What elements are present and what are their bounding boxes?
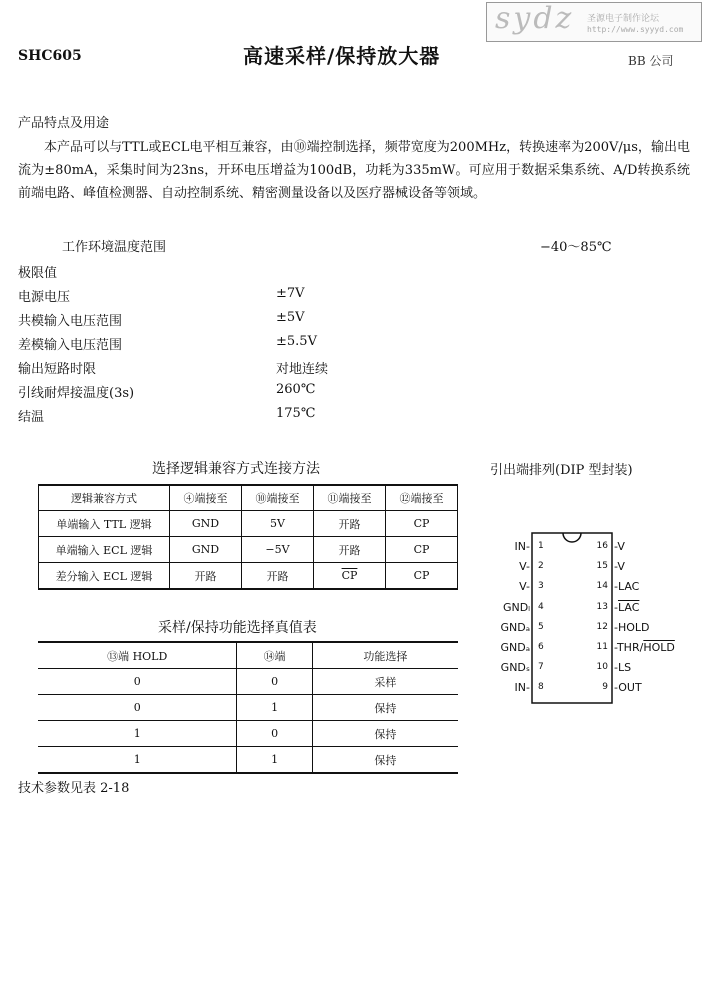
right-pin-number: 16 [596,541,608,551]
watermark-site: 圣源电子制作论坛 [587,14,660,24]
limit-label: 引线耐焊接温度(3s) [18,386,135,401]
logic-table-cell: 开路 [314,537,386,563]
temp-value: −40～85℃ [540,240,612,255]
right-pin-name-text: -LS [614,661,632,675]
logic-table-cell: 单端输入 TTL 逻辑 [39,511,170,537]
features-heading: 产品特点及用途 [18,116,110,131]
logic-table-row [39,563,458,590]
left-pin-name: V- [519,580,530,594]
footer-note: 技术参数见表 2-18 [18,781,130,796]
truth-table-row [38,695,458,721]
truth-table-cell: 0 [38,695,237,721]
limits-heading: 极限值 [18,266,58,281]
right-pin-name [614,641,675,654]
left-pin-number: 8 [538,682,544,693]
right-pin-name [614,661,631,674]
right-pin-name-text: -LAC [614,580,640,594]
right-pin-name [614,560,625,573]
left-pin-number: 7 [538,662,544,673]
left-pin-number: 6 [538,642,544,652]
truth-table-cell: 保持 [312,747,458,774]
pinout-title: 引出端排列(DIP 型封装) [490,463,633,478]
left-pin-name: IN- [514,540,530,553]
truth-table-header-cell: ⑭端 [237,642,312,669]
logic-table-header-row [39,485,458,511]
left-pin-name: GNDₗ [502,600,530,614]
logic-table-header-cell: 逻辑兼容方式 [39,485,170,511]
truth-table-row [38,721,458,747]
logic-table-cell: CP [386,563,458,590]
limit-label: 差模输入电压范围 [18,338,123,353]
right-pin-number: 13 [596,601,608,612]
truth-table-cell: 保持 [312,695,458,721]
right-pin-name-overbar: HOLD [643,641,675,654]
left-pin-number: 3 [538,581,544,592]
limit-label: 输出短路时限 [18,362,97,377]
right-pin-name-overbar: $\overline{LAC}$ [617,600,640,614]
page-title: 高速采样/保持放大器 [243,44,441,68]
logic-table-cell: 5V [242,511,314,537]
left-pin-number: 5 [538,621,544,632]
truth-table-cell: 采样 [312,669,458,695]
limit-value: 对地连续 [276,362,329,377]
logic-table-cell: −5V [242,537,314,563]
truth-table-cell: 保持 [312,721,458,747]
features-text: 本产品可以与TTL或ECL电平相互兼容，由⑩端控制选择，频带宽度为200MHz，转换速率为200V/μs，输出电流为±80mA，采集时间为23ns，开环电压增益为100dB，功耗为335mW。可应用于数据采集系统、A/D转换系统前端电路、峰值检测器、自动控制系统、精密测量设备以及医疗器械设备等领域。 [18,140,690,201]
logic-table-cell: GND [170,511,242,537]
logic-table-header-cell: ⑩端接至 [242,485,314,511]
left-pin-name: GNDₐ [500,620,530,634]
right-pin-name-text: -HOLD [614,620,650,634]
logic-table-header-cell: ⑪端接至 [314,485,386,511]
watermark-script: sydz [495,1,575,36]
dip-notch [563,533,581,542]
right-pin-number: 12 [596,621,608,632]
left-pin-name: GNDₛ [500,661,530,675]
right-pin-number: 14 [596,581,608,592]
right-pin-name-text: -OUT [614,681,642,695]
limit-label: 结温 [18,410,45,425]
logic-table [38,484,458,590]
logic-table-row [39,511,458,537]
truth-table-row [38,747,458,774]
truth-table-cell: 0 [38,669,237,695]
truth-table-title: 采样/保持功能选择真值表 [158,620,317,636]
right-pin-number: 15 [596,561,608,572]
logic-table-cell: 单端输入 ECL 逻辑 [39,537,170,563]
logic-table-cell: CP [386,511,458,537]
logic-table-header-cell: ⑫端接至 [386,485,458,511]
logic-table-title: 选择逻辑兼容方式连接方法 [152,461,320,477]
right-pin-number: 9 [602,682,608,693]
limit-value: 175℃ [276,406,316,421]
logic-table-cell: 差分输入 ECL 逻辑 [39,563,170,590]
limit-value: 260℃ [276,382,316,397]
right-pin-name [614,621,650,634]
truth-table-header-cell: ⑬端 HOLD [38,642,237,669]
left-pin-number: 4 [538,601,544,612]
right-pin-name-text: - [614,600,618,614]
truth-table-header-row [38,642,458,669]
right-pin-name-text: -V [614,560,625,574]
logic-table-cell: 开路 [242,563,314,590]
left-pin-number: 1 [538,541,544,551]
truth-table-cell: 1 [38,747,237,774]
limit-value: ±5.5V [276,334,317,349]
logic-table-header-cell: ④端接至 [170,485,242,511]
logic-table-cell: 开路 [314,511,386,537]
truth-table-cell: 1 [38,721,237,747]
watermark-url: http://www.syyyd.com [587,25,684,34]
right-pin-name-text: -THR/ [614,641,644,654]
limit-label: 共模输入电压范围 [18,314,123,329]
left-pin-name: V- [519,560,530,574]
truth-table-cell: 0 [237,721,312,747]
product-code: SHC605 [18,48,82,64]
logic-table-cell: CP [386,537,458,563]
right-pin-name [614,540,625,553]
logic-table-row [39,537,458,563]
right-pin-name [614,580,639,593]
truth-table-cell: 0 [237,669,312,695]
limit-value: ±7V [276,286,305,301]
right-pin-name-text: -V [614,540,625,553]
right-pin-number: 11 [596,642,608,652]
truth-table [38,641,458,774]
temp-label: 工作环境温度范围 [62,240,167,255]
left-pin-name: IN- [514,681,530,695]
right-pin-name [614,601,639,614]
left-pin-name: GNDₐ [500,641,530,654]
left-pin-number: 2 [538,561,544,572]
truth-table-cell: 1 [237,695,312,721]
watermark-logo [486,2,702,42]
logic-table-cell: 开路 [170,563,242,590]
limit-value: ±5V [276,310,305,325]
logic-table-cell: GND [170,537,242,563]
right-pin-name [614,681,642,694]
company-name: BB 公司 [628,54,674,68]
right-pin-number: 10 [596,662,608,673]
truth-table-row [38,669,458,695]
dip-package-diagram [470,520,700,710]
logic-table-cell: $\overline{CP}$ [314,563,386,590]
limit-label: 电源电压 [18,290,71,305]
dip-body [532,533,612,703]
truth-table-header-cell: 功能选择 [312,642,458,669]
truth-table-cell: 1 [237,747,312,774]
